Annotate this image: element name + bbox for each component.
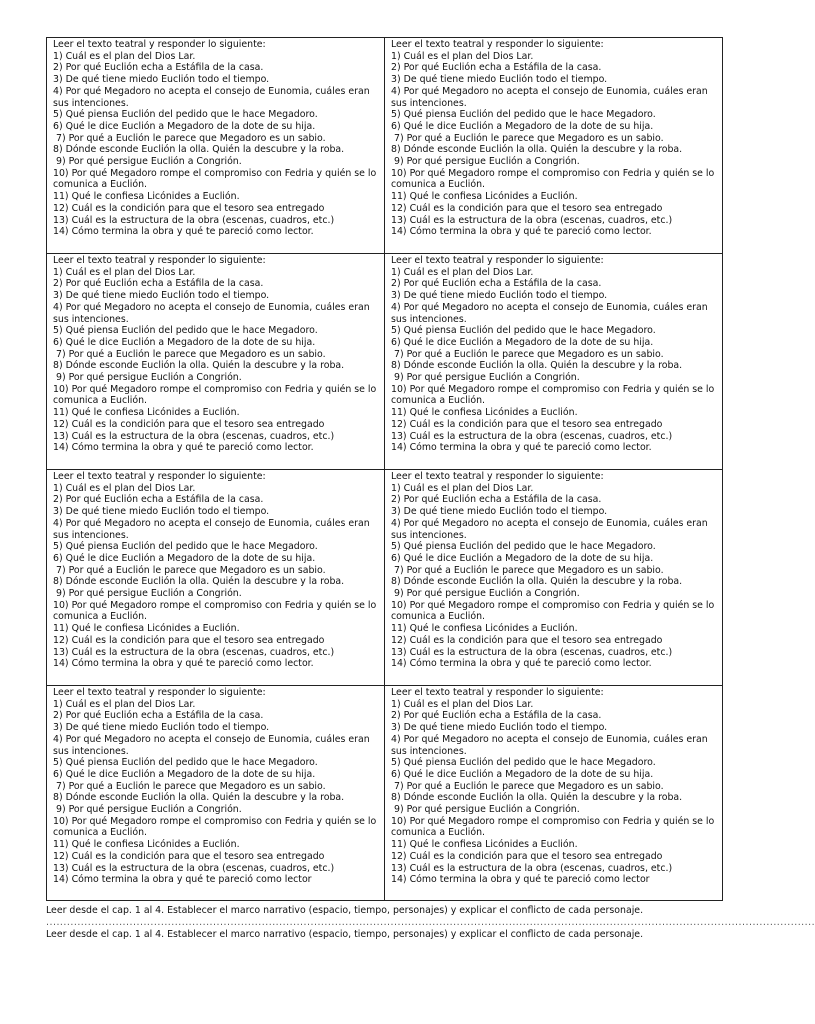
worksheet-question: 14) Cómo termina la obra y qué te pareció como lector. (53, 658, 314, 670)
worksheet-question: 4) Por qué Megadoro no acepta el consejo de Eunomia, cuáles eran sus intenciones. (391, 517, 711, 541)
worksheet-question: 13) Cuál es la estructura de la obra (escenas, cuadros, etc.) (391, 646, 673, 658)
worksheet-question: 9) Por qué persigue Euclión a Congrión. (53, 588, 242, 600)
worksheet-question: 5) Qué piensa Euclión del pedido que le hace Megadoro. (53, 541, 318, 553)
worksheet-question: 10) Por qué Megadoro rompe el compromiso con Fedria y quién se lo comunica a Euclión. (53, 383, 380, 407)
worksheet-question: 6) Qué le dice Euclión a Megadoro de la dote de su hija. (391, 552, 654, 564)
worksheet-question: 11) Qué le confiesa Licónides a Euclión. (53, 407, 240, 419)
worksheet-question: 10) Por qué Megadoro rompe el compromiso con Fedria y quién se lo comunica a Euclión. (391, 167, 718, 191)
worksheet-question: 1) Cuál es el plan del Dios Lar. (53, 266, 196, 278)
worksheet-question: 14) Cómo termina la obra y qué te pareció como lector. (391, 226, 652, 238)
worksheet-question: 10) Por qué Megadoro rompe el compromiso con Fedria y quién se lo comunica a Euclión. (53, 599, 380, 623)
worksheet-question: 9) Por qué persigue Euclión a Congrión. (391, 372, 580, 384)
worksheet-question: 9) Por qué persigue Euclión a Congrión. (53, 372, 242, 384)
worksheet-question: 13) Cuál es la estructura de la obra (escenas, cuadros, etc.) (53, 430, 335, 442)
worksheet-question: 14) Cómo termina la obra y qué te pareció como lector (53, 874, 312, 886)
worksheet-question: 1) Cuál es el plan del Dios Lar. (53, 50, 196, 62)
worksheet-question: 11) Qué le confiesa Licónides a Euclión. (391, 191, 578, 203)
worksheet-question: 8) Dónde esconde Euclión la olla. Quién la descubre y la roba. (391, 576, 683, 588)
worksheet-question: 1) Cuál es el plan del Dios Lar. (391, 50, 534, 62)
worksheet-question: 5) Qué piensa Euclión del pedido que le hace Megadoro. (391, 757, 656, 769)
worksheet-question: 12) Cuál es la condición para que el tesoro sea entregado (53, 418, 325, 430)
worksheet-intro: Leer el texto teatral y responder lo siguiente: (53, 471, 266, 482)
worksheet-question: 13) Cuál es la estructura de la obra (escenas, cuadros, etc.) (53, 862, 335, 874)
worksheet-grid (46, 37, 723, 901)
worksheet-question: 2) Por qué Euclión echa a Estáfila de la casa. (391, 62, 602, 74)
worksheet-intro: Leer el texto teatral y responder lo siguiente: (53, 39, 266, 50)
worksheet-question: 14) Cómo termina la obra y qué te pareció como lector. (391, 658, 652, 670)
worksheet-question: 4) Por qué Megadoro no acepta el consejo de Eunomia, cuáles eran sus intenciones. (53, 517, 373, 541)
worksheet-question: 5) Qué piensa Euclión del pedido que le hace Megadoro. (391, 109, 656, 121)
worksheet-question: 2) Por qué Euclión echa a Estáfila de la casa. (53, 494, 264, 506)
worksheet-question: 3) De qué tiene miedo Euclión todo el tiempo. (53, 722, 270, 734)
worksheet-card-r1-c1 (47, 38, 385, 254)
worksheet-card-r4-c1 (47, 686, 385, 900)
worksheet-question: 1) Cuál es el plan del Dios Lar. (53, 698, 196, 710)
worksheet-question: 3) De qué tiene miedo Euclión todo el tiempo. (53, 290, 270, 302)
footer-instruction-1: Leer desde el cap. 1 al 4. Establecer el marco narrativo (espacio, tiempo, personajes) y explicar el conflicto de cada personaje. (46, 905, 644, 916)
worksheet-question: 6) Qué le dice Euclión a Megadoro de la dote de su hija. (53, 552, 316, 564)
worksheet-question: 13) Cuál es la estructura de la obra (escenas, cuadros, etc.) (391, 214, 673, 226)
worksheet-question: 3) De qué tiene miedo Euclión todo el tiempo. (53, 74, 270, 86)
worksheet-question: 3) De qué tiene miedo Euclión todo el tiempo. (391, 506, 608, 518)
worksheet-question: 7) Por qué a Euclión le parece que Megadoro es un sabio. (391, 348, 664, 360)
worksheet-question: 2) Por qué Euclión echa a Estáfila de la casa. (53, 710, 264, 722)
worksheet-question: 13) Cuál es la estructura de la obra (escenas, cuadros, etc.) (391, 862, 673, 874)
worksheet-question: 11) Qué le confiesa Licónides a Euclión. (53, 839, 240, 851)
worksheet-question: 4) Por qué Megadoro no acepta el consejo de Eunomia, cuáles eran sus intenciones. (391, 85, 711, 109)
worksheet-intro: Leer el texto teatral y responder lo siguiente: (391, 471, 604, 482)
worksheet-question: 14) Cómo termina la obra y qué te pareció como lector. (53, 442, 314, 454)
worksheet-question: 4) Por qué Megadoro no acepta el consejo de Eunomia, cuáles eran sus intenciones. (391, 733, 711, 757)
worksheet-question: 1) Cuál es el plan del Dios Lar. (391, 482, 534, 494)
worksheet-question: 1) Cuál es el plan del Dios Lar. (391, 698, 534, 710)
worksheet-card-r4-c2 (385, 686, 722, 900)
worksheet-question: 10) Por qué Megadoro rompe el compromiso con Fedria y quién se lo comunica a Euclión. (391, 599, 718, 623)
worksheet-question: 8) Dónde esconde Euclión la olla. Quién la descubre y la roba. (391, 792, 683, 804)
worksheet-question: 11) Qué le confiesa Licónides a Euclión. (53, 623, 240, 635)
worksheet-question: 8) Dónde esconde Euclión la olla. Quién la descubre y la roba. (391, 144, 683, 156)
worksheet-question: 12) Cuál es la condición para que el tesoro sea entregado (53, 634, 325, 646)
worksheet-question: 14) Cómo termina la obra y qué te pareció como lector (391, 874, 650, 886)
worksheet-question: 6) Qué le dice Euclión a Megadoro de la dote de su hija. (391, 120, 654, 132)
worksheet-question: 5) Qué piensa Euclión del pedido que le hace Megadoro. (391, 325, 656, 337)
worksheet-question: 7) Por qué a Euclión le parece que Megadoro es un sabio. (391, 780, 664, 792)
worksheet-question: 14) Cómo termina la obra y qué te pareció como lector. (391, 442, 652, 454)
worksheet-question: 7) Por qué a Euclión le parece que Megadoro es un sabio. (53, 348, 326, 360)
worksheet-question: 7) Por qué a Euclión le parece que Megadoro es un sabio. (53, 564, 326, 576)
worksheet-question: 2) Por qué Euclión echa a Estáfila de la casa. (391, 278, 602, 290)
worksheet-question: 11) Qué le confiesa Licónides a Euclión. (391, 623, 578, 635)
worksheet-question: 4) Por qué Megadoro no acepta el consejo de Eunomia, cuáles eran sus intenciones. (53, 733, 373, 757)
worksheet-question: 13) Cuál es la estructura de la obra (escenas, cuadros, etc.) (391, 430, 673, 442)
worksheet-card-r2-c2 (385, 254, 722, 470)
worksheet-question: 7) Por qué a Euclión le parece que Megadoro es un sabio. (391, 564, 664, 576)
worksheet-intro: Leer el texto teatral y responder lo siguiente: (53, 687, 266, 698)
worksheet-card-r3-c1 (47, 470, 385, 686)
worksheet-question: 13) Cuál es la estructura de la obra (escenas, cuadros, etc.) (53, 646, 335, 658)
worksheet-card-r2-c1 (47, 254, 385, 470)
worksheet-intro: Leer el texto teatral y responder lo siguiente: (53, 255, 266, 266)
worksheet-question: 4) Por qué Megadoro no acepta el consejo de Eunomia, cuáles eran sus intenciones. (391, 301, 711, 325)
worksheet-question: 9) Por qué persigue Euclión a Congrión. (391, 804, 580, 816)
worksheet-question: 1) Cuál es el plan del Dios Lar. (53, 482, 196, 494)
worksheet-question: 12) Cuál es la condición para que el tesoro sea entregado (53, 202, 325, 214)
worksheet-question: 12) Cuál es la condición para que el tesoro sea entregado (391, 202, 663, 214)
worksheet-question: 2) Por qué Euclión echa a Estáfila de la casa. (391, 494, 602, 506)
worksheet-question: 6) Qué le dice Euclión a Megadoro de la dote de su hija. (391, 768, 654, 780)
worksheet-question: 4) Por qué Megadoro no acepta el consejo de Eunomia, cuáles eran sus intenciones. (53, 301, 373, 325)
worksheet-question: 6) Qué le dice Euclión a Megadoro de la dote de su hija. (53, 336, 316, 348)
worksheet-question: 7) Por qué a Euclión le parece que Megadoro es un sabio. (53, 780, 326, 792)
worksheet-question: 10) Por qué Megadoro rompe el compromiso con Fedria y quién se lo comunica a Euclión. (391, 815, 718, 839)
worksheet-question: 2) Por qué Euclión echa a Estáfila de la casa. (53, 62, 264, 74)
worksheet-question: 10) Por qué Megadoro rompe el compromiso con Fedria y quién se lo comunica a Euclión. (53, 167, 380, 191)
worksheet-question: 5) Qué piensa Euclión del pedido que le hace Megadoro. (53, 757, 318, 769)
worksheet-question: 9) Por qué persigue Euclión a Congrión. (391, 156, 580, 168)
worksheet-question: 11) Qué le confiesa Licónides a Euclión. (391, 839, 578, 851)
worksheet-question: 6) Qué le dice Euclión a Megadoro de la dote de su hija. (53, 768, 316, 780)
worksheet-question: 8) Dónde esconde Euclión la olla. Quién la descubre y la roba. (53, 360, 345, 372)
worksheet-intro: Leer el texto teatral y responder lo siguiente: (391, 255, 604, 266)
worksheet-question: 8) Dónde esconde Euclión la olla. Quién la descubre y la roba. (391, 360, 683, 372)
worksheet-question: 10) Por qué Megadoro rompe el compromiso con Fedria y quién se lo comunica a Euclión. (53, 815, 380, 839)
worksheet-question: 12) Cuál es la condición para que el tesoro sea entregado (391, 850, 663, 862)
worksheet-question: 5) Qué piensa Euclión del pedido que le hace Megadoro. (391, 541, 656, 553)
worksheet-question: 7) Por qué a Euclión le parece que Megadoro es un sabio. (53, 132, 326, 144)
worksheet-question: 9) Por qué persigue Euclión a Congrión. (53, 804, 242, 816)
worksheet-question: 8) Dónde esconde Euclión la olla. Quién la descubre y la roba. (53, 792, 345, 804)
cut-line-separator: ............................................................................................................................................................................................................................. (46, 917, 815, 928)
worksheet-question: 3) De qué tiene miedo Euclión todo el tiempo. (53, 506, 270, 518)
worksheet-question: 2) Por qué Euclión echa a Estáfila de la casa. (391, 710, 602, 722)
worksheet-card-r1-c2 (385, 38, 722, 254)
worksheet-question: 1) Cuál es el plan del Dios Lar. (391, 266, 534, 278)
worksheet-question: 5) Qué piensa Euclión del pedido que le hace Megadoro. (53, 109, 318, 121)
worksheet-question: 9) Por qué persigue Euclión a Congrión. (391, 588, 580, 600)
worksheet-question: 12) Cuál es la condición para que el tesoro sea entregado (391, 634, 663, 646)
worksheet-question: 11) Qué le confiesa Licónides a Euclión. (391, 407, 578, 419)
worksheet-question: 4) Por qué Megadoro no acepta el consejo de Eunomia, cuáles eran sus intenciones. (53, 85, 373, 109)
footer-instruction-2: Leer desde el cap. 1 al 4. Establecer el marco narrativo (espacio, tiempo, personajes) y explicar el conflicto de cada personaje. (46, 929, 644, 940)
worksheet-question: 3) De qué tiene miedo Euclión todo el tiempo. (391, 74, 608, 86)
worksheet-card-r3-c2 (385, 470, 722, 686)
worksheet-question: 9) Por qué persigue Euclión a Congrión. (53, 156, 242, 168)
worksheet-question: 5) Qué piensa Euclión del pedido que le hace Megadoro. (53, 325, 318, 337)
worksheet-question: 6) Qué le dice Euclión a Megadoro de la dote de su hija. (391, 336, 654, 348)
worksheet-question: 13) Cuál es la estructura de la obra (escenas, cuadros, etc.) (53, 214, 335, 226)
worksheet-question: 8) Dónde esconde Euclión la olla. Quién la descubre y la roba. (53, 144, 345, 156)
worksheet-question: 11) Qué le confiesa Licónides a Euclión. (53, 191, 240, 203)
worksheet-question: 3) De qué tiene miedo Euclión todo el tiempo. (391, 722, 608, 734)
worksheet-question: 14) Cómo termina la obra y qué te pareció como lector. (53, 226, 314, 238)
worksheet-question: 6) Qué le dice Euclión a Megadoro de la dote de su hija. (53, 120, 316, 132)
worksheet-question: 7) Por qué a Euclión le parece que Megadoro es un sabio. (391, 132, 664, 144)
worksheet-question: 3) De qué tiene miedo Euclión todo el tiempo. (391, 290, 608, 302)
worksheet-question: 12) Cuál es la condición para que el tesoro sea entregado (53, 850, 325, 862)
worksheet-intro: Leer el texto teatral y responder lo siguiente: (391, 39, 604, 50)
worksheet-intro: Leer el texto teatral y responder lo siguiente: (391, 687, 604, 698)
worksheet-question: 8) Dónde esconde Euclión la olla. Quién la descubre y la roba. (53, 576, 345, 588)
worksheet-question: 12) Cuál es la condición para que el tesoro sea entregado (391, 418, 663, 430)
worksheet-question: 10) Por qué Megadoro rompe el compromiso con Fedria y quién se lo comunica a Euclión. (391, 383, 718, 407)
worksheet-question: 2) Por qué Euclión echa a Estáfila de la casa. (53, 278, 264, 290)
